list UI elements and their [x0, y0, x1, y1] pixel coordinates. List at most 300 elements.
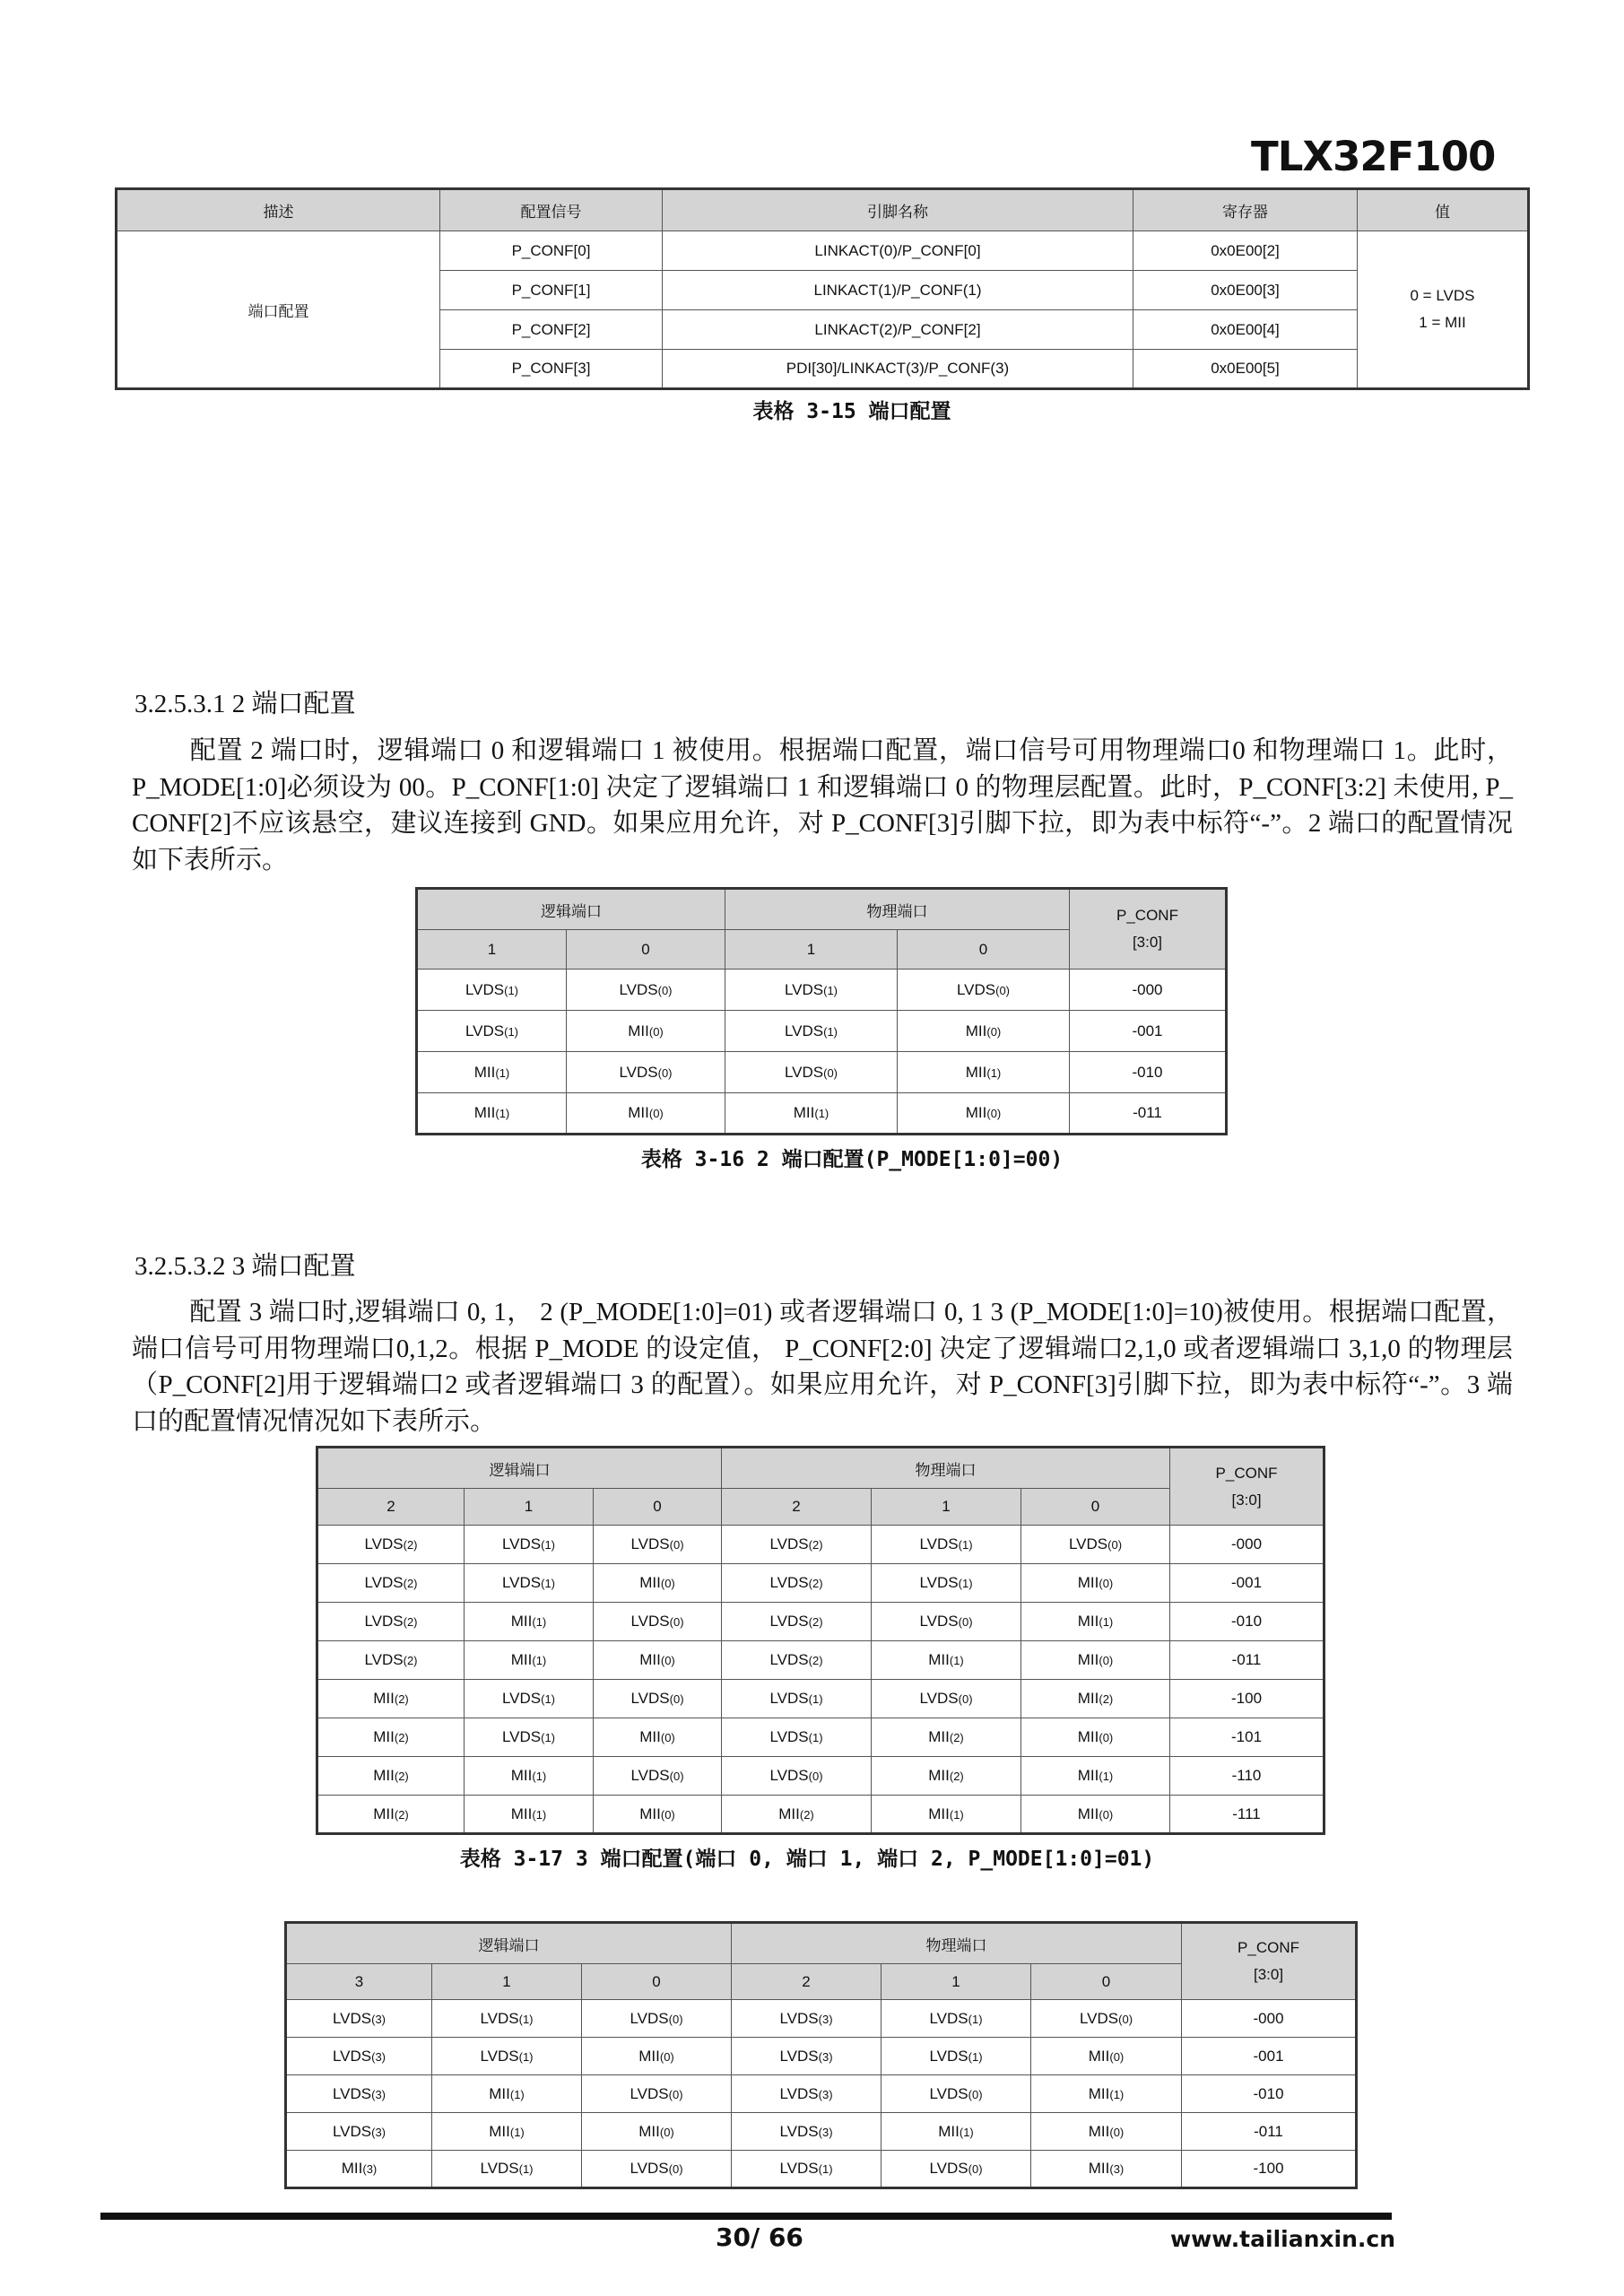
- caption-table-3-16: 表格 3-16 2 端口配置(P_MODE[1:0]=00): [640, 1148, 1064, 1171]
- cell-value: LVDS: [929, 2047, 968, 2065]
- cell-value: LVDS: [501, 1728, 542, 1745]
- cell-value: MII: [628, 1022, 649, 1039]
- table-cell: [567, 970, 725, 1011]
- table-cell: [898, 1093, 1070, 1135]
- cell-value: MII: [639, 1805, 661, 1822]
- table-cell: [286, 2000, 432, 2038]
- table-cell: [582, 2000, 732, 2038]
- cell-value: MII: [373, 1728, 395, 1745]
- cell-port-index: (1): [541, 1731, 556, 1744]
- cell-value: MII: [510, 1767, 533, 1784]
- cell-value: LVDS: [480, 2160, 519, 2177]
- cell-port-index: (1): [495, 1107, 510, 1120]
- cell-value: -011: [1231, 1651, 1262, 1668]
- table-cell: [725, 1093, 898, 1135]
- table-cell: [417, 1093, 567, 1135]
- table-row: [286, 2113, 1357, 2151]
- paragraph-text: 配置 2 端口时，逻辑端口 0 和逻辑端口 1 被使用。根据端口配置，端口信号可用物理端口0 和物理端口 1。此时，P_MODE[1:0]必须设为 00。P_CONF[1:0] 决定了逻辑端口 1 和逻辑端口 0 的物理层配置。此时，P_CONF[3:2] 未使用, P_ CONF[2]不应该悬空，建议连接到 GND。如果应用允许，对 P_CONF[3]引脚下拉，即为表中标符“-”。2 端口的配置情况如下表所示。: [132, 736, 1513, 874]
- cell-value: MII: [373, 1767, 395, 1784]
- cell-value: -010: [1132, 1063, 1163, 1081]
- table-row: [286, 2075, 1357, 2113]
- cell-port-index: (0): [648, 1024, 664, 1039]
- cell-value: MII: [473, 1063, 496, 1081]
- cell-value: MII: [639, 1728, 661, 1745]
- cell-value: LVDS: [332, 2122, 372, 2140]
- table-cell: P_CONF[0]: [440, 231, 663, 271]
- cell-value: MII: [1077, 1613, 1099, 1630]
- table-cell: 0x0E00[3]: [1133, 271, 1358, 310]
- cell-value: MII: [928, 1805, 950, 1822]
- table-cell: [594, 1680, 722, 1718]
- logical-port-col-header: 1: [465, 1489, 594, 1526]
- header-pin-name: 引脚名称: [663, 189, 1133, 231]
- cell-value: MII: [510, 1613, 533, 1630]
- table-cell: [898, 970, 1070, 1011]
- cell-value: LVDS: [769, 1690, 809, 1707]
- table-cell: [872, 1603, 1021, 1641]
- cell-value: MII: [1077, 1574, 1099, 1591]
- table-cell: [732, 2113, 881, 2151]
- table-row: [286, 2000, 1357, 2038]
- cell-value: MII: [373, 1690, 395, 1707]
- table-row: [286, 2038, 1357, 2075]
- cell-port-index: (2): [394, 1692, 409, 1706]
- cell-value: MII: [928, 1728, 950, 1745]
- table-cell: [432, 2038, 582, 2075]
- table-cell: [1070, 1093, 1227, 1135]
- cell-port-index: (1): [518, 2162, 534, 2176]
- cell-port-index: (2): [394, 1770, 409, 1783]
- cell-value: MII: [938, 2122, 960, 2140]
- table-cell: [465, 1526, 594, 1564]
- cell-value: LVDS: [465, 980, 505, 998]
- table-cell: [1021, 1680, 1170, 1718]
- table-cell: [722, 1526, 872, 1564]
- cell-value: -011: [1254, 2122, 1283, 2140]
- table-row: [417, 970, 1227, 1011]
- cell-value: LVDS: [919, 1535, 959, 1552]
- cell-port-index: (0): [995, 983, 1011, 997]
- cell-port-index: (1): [541, 1692, 556, 1706]
- cell-value: -000: [1231, 1535, 1263, 1552]
- cell-port-index: (2): [394, 1731, 409, 1744]
- header-pconf: [1170, 1448, 1324, 1526]
- logical-port-col-header: 1: [432, 1964, 582, 2000]
- cell-port-index: (0): [968, 2162, 983, 2176]
- cell-value: MII: [639, 1574, 661, 1591]
- cell-port-index: (0): [986, 1107, 1002, 1120]
- cell-value: -001: [1132, 1022, 1163, 1039]
- caption-table-3-17: 表格 3-17 3 端口配置(端口 0, 端口 1, 端口 2, P_MODE[1:0]=01): [459, 1848, 1155, 1871]
- table-row: [317, 1603, 1324, 1641]
- table-row: [317, 1526, 1324, 1564]
- cell-port-index: (0): [669, 1538, 684, 1552]
- cell-port-index: (0): [1099, 1731, 1114, 1744]
- cell-value: -010: [1231, 1613, 1263, 1630]
- table-cell: [1021, 1641, 1170, 1680]
- table-cell: [732, 2038, 881, 2075]
- cell-port-index: (0): [660, 1807, 675, 1822]
- cell-value: LVDS: [501, 1535, 542, 1552]
- cell-value: MII: [1077, 1767, 1099, 1784]
- cell-port-index: (0): [657, 1065, 673, 1080]
- cell-port-index: (0): [808, 1770, 823, 1783]
- cell-value: LVDS: [929, 2160, 968, 2177]
- pconf-range: [3:0]: [1231, 1491, 1262, 1509]
- page-number: 30/ 66: [716, 2222, 803, 2252]
- table-cell: [1021, 1757, 1170, 1796]
- cell-value: LVDS: [919, 1574, 959, 1591]
- table-row: [417, 1011, 1227, 1052]
- pconf-label: P_CONF: [1116, 907, 1178, 924]
- cell-port-index: (0): [823, 1065, 838, 1080]
- table-cell: [432, 2151, 582, 2188]
- cell-port-index: (0): [1118, 2012, 1133, 2026]
- table-cell: PDI[30]/LINKACT(3)/P_CONF(3): [663, 350, 1133, 389]
- cell-port-index: (2): [1099, 1692, 1114, 1706]
- footer-website: www.tailianxin.cn: [1170, 2226, 1395, 2252]
- cell-port-index: (1): [518, 2049, 534, 2064]
- table-cell: [465, 1796, 594, 1834]
- physical-port-col-header: 2: [732, 1964, 881, 2000]
- cell-value: LVDS: [364, 1535, 404, 1552]
- cell-value: LVDS: [929, 2084, 968, 2102]
- table-cell: [1031, 2113, 1182, 2151]
- cell-port-index: (0): [669, 1770, 684, 1783]
- value-cell: [1358, 231, 1529, 389]
- header-desc: 描述: [117, 189, 440, 231]
- cell-port-index: (1): [541, 1538, 556, 1552]
- cell-value: -111: [1232, 1805, 1261, 1822]
- cell-value: MII: [965, 1022, 987, 1039]
- table-cell: [722, 1680, 872, 1718]
- cell-port-index: (3): [818, 2125, 833, 2139]
- cell-port-index: (0): [660, 1731, 675, 1744]
- cell-port-index: (1): [808, 1731, 823, 1744]
- pconf-label: P_CONF: [1215, 1464, 1278, 1482]
- table-cell: [1021, 1718, 1170, 1757]
- cell-port-index: (1): [808, 1692, 823, 1706]
- logical-port-col-header: 0: [567, 930, 725, 970]
- cell-value: -000: [1253, 2009, 1284, 2027]
- cell-value: MII: [1088, 2122, 1110, 2140]
- cell-value: LVDS: [630, 2009, 669, 2027]
- table-cell: LINKACT(0)/P_CONF[0]: [663, 231, 1133, 271]
- cell-port-index: (0): [669, 1692, 684, 1706]
- cell-value: MII: [628, 1104, 649, 1121]
- cell-value: LVDS: [630, 2084, 669, 2102]
- cell-port-index: (1): [504, 983, 519, 997]
- cell-port-index: (3): [818, 2049, 833, 2064]
- cell-value: LVDS: [480, 2047, 519, 2065]
- cell-port-index: (2): [808, 1615, 823, 1629]
- cell-port-index: (2): [403, 1654, 418, 1667]
- table-cell: [872, 1796, 1021, 1834]
- table-cell: [432, 2113, 582, 2151]
- cell-value: MII: [1077, 1728, 1099, 1745]
- table-cell: P_CONF[3]: [440, 350, 663, 389]
- cell-port-index: (1): [949, 1807, 964, 1822]
- cell-value: LVDS: [784, 980, 824, 998]
- cell-port-index: (1): [532, 1615, 547, 1629]
- table-2-port-config: [415, 887, 1228, 1135]
- cell-value: LVDS: [465, 1022, 505, 1039]
- cell-port-index: (0): [1099, 1654, 1114, 1667]
- table-cell: [1021, 1796, 1170, 1834]
- table-cell: P_CONF[1]: [440, 271, 663, 310]
- cell-value: -011: [1133, 1104, 1162, 1121]
- table-cell: [872, 1680, 1021, 1718]
- cell-port-index: (1): [1109, 2087, 1125, 2101]
- table-cell: [317, 1526, 465, 1564]
- cell-value: LVDS: [769, 1728, 809, 1745]
- table-cell: [1070, 970, 1227, 1011]
- table-cell: [1021, 1564, 1170, 1603]
- table-cell: [732, 2151, 881, 2188]
- table-cell: [465, 1718, 594, 1757]
- table-cell: [732, 2000, 881, 2038]
- cell-value: -001: [1253, 2047, 1284, 2065]
- cell-port-index: (1): [532, 1770, 547, 1783]
- table-cell: [722, 1796, 872, 1834]
- cell-value: LVDS: [929, 2009, 968, 2027]
- table-cell: [317, 1796, 465, 1834]
- cell-value: LVDS: [630, 2160, 669, 2177]
- table-cell: [286, 2038, 432, 2075]
- cell-value: LVDS: [779, 2084, 819, 2102]
- table-cell: [732, 2075, 881, 2113]
- cell-port-index: (1): [818, 2162, 833, 2176]
- header-logical-port: 逻辑端口: [417, 889, 725, 930]
- cell-value: LVDS: [919, 1613, 959, 1630]
- logical-port-col-header: 1: [417, 930, 567, 970]
- cell-port-index: (0): [657, 983, 673, 997]
- cell-value: LVDS: [1068, 1535, 1108, 1552]
- table-cell: [881, 2000, 1031, 2038]
- table-cell: [1182, 2000, 1357, 2038]
- table-row: [417, 1052, 1227, 1093]
- table-cell: [1182, 2151, 1357, 2188]
- table-cell: [1170, 1603, 1324, 1641]
- cell-value: MII: [1077, 1805, 1099, 1822]
- table-cell: [582, 2075, 732, 2113]
- cell-port-index: (2): [808, 1538, 823, 1552]
- cell-value: LVDS: [501, 1690, 542, 1707]
- cell-value: MII: [928, 1651, 950, 1668]
- table-cell: [881, 2038, 1031, 2075]
- table-cell: [432, 2075, 582, 2113]
- table-cell: LINKACT(1)/P_CONF(1): [663, 271, 1133, 310]
- physical-port-col-header: 1: [881, 1964, 1031, 2000]
- cell-value: MII: [965, 1104, 987, 1121]
- table-cell: [722, 1564, 872, 1603]
- value-line-1: 0 = LVDS: [1410, 287, 1475, 304]
- cell-port-index: (1): [504, 1024, 519, 1039]
- cell-value: LVDS: [769, 1574, 809, 1591]
- cell-port-index: (0): [660, 1577, 675, 1590]
- table-cell: [417, 970, 567, 1011]
- logical-port-col-header: 2: [317, 1489, 465, 1526]
- cell-port-index: (0): [958, 1692, 973, 1706]
- header-physical-port: 物理端口: [732, 1923, 1182, 1964]
- cell-value: LVDS: [332, 2047, 372, 2065]
- cell-port-index: (0): [968, 2087, 983, 2101]
- table-cell: [722, 1641, 872, 1680]
- cell-port-index: (1): [518, 2012, 534, 2026]
- cell-value: LVDS: [1079, 2009, 1119, 2027]
- cell-value: LVDS: [779, 2009, 819, 2027]
- cell-value: LVDS: [630, 1613, 670, 1630]
- cell-value: LVDS: [784, 1063, 824, 1081]
- table-row: [286, 2151, 1357, 2188]
- table-cell: [1021, 1603, 1170, 1641]
- table-cell: [872, 1641, 1021, 1680]
- table-cell: 0x0E00[2]: [1133, 231, 1358, 271]
- cell-port-index: (2): [808, 1654, 823, 1667]
- header-physical-port: 物理端口: [725, 889, 1070, 930]
- cell-value: LVDS: [364, 1613, 404, 1630]
- table-cell: [1170, 1718, 1324, 1757]
- table-cell: [1182, 2038, 1357, 2075]
- table-cell: [872, 1757, 1021, 1796]
- cell-port-index: (1): [968, 2012, 983, 2026]
- section-paragraph-2-port: [132, 733, 1513, 878]
- table-cell: [594, 1757, 722, 1796]
- table-cell: [594, 1718, 722, 1757]
- cell-port-index: (0): [1099, 1807, 1114, 1822]
- cell-value: MII: [639, 1651, 661, 1668]
- cell-port-index: (0): [1109, 2125, 1125, 2139]
- table-cell: [1031, 2075, 1182, 2113]
- table-cell: [722, 1757, 872, 1796]
- header-register: 寄存器: [1133, 189, 1358, 231]
- table-row: [317, 1757, 1324, 1796]
- table-cell: [286, 2151, 432, 2188]
- cell-port-index: (2): [403, 1538, 418, 1552]
- cell-port-index: (1): [509, 2125, 525, 2139]
- logical-port-col-header: 3: [286, 1964, 432, 2000]
- cell-value: LVDS: [779, 2122, 819, 2140]
- table-cell: [582, 2038, 732, 2075]
- footer-divider: [100, 2213, 1392, 2220]
- header-logical-port: 逻辑端口: [317, 1448, 722, 1489]
- cell-value: LVDS: [364, 1651, 404, 1668]
- cell-value: MII: [489, 2084, 510, 2102]
- cell-port-index: (1): [958, 1538, 973, 1552]
- cell-value: MII: [638, 2122, 660, 2140]
- cell-port-index: (3): [371, 2049, 386, 2064]
- table-cell: [317, 1564, 465, 1603]
- physical-port-col-header: 2: [722, 1489, 872, 1526]
- cell-port-index: (3): [371, 2012, 386, 2026]
- table-cell: [1031, 2038, 1182, 2075]
- table-cell: 0x0E00[4]: [1133, 310, 1358, 350]
- cell-value: LVDS: [956, 980, 996, 998]
- table-cell: [1170, 1564, 1324, 1603]
- table-cell: LINKACT(2)/P_CONF[2]: [663, 310, 1133, 350]
- cell-port-index: (2): [949, 1731, 964, 1744]
- cell-value: MII: [1088, 2047, 1110, 2065]
- table-row: [417, 1093, 1227, 1135]
- cell-port-index: (3): [1109, 2162, 1125, 2176]
- table-cell: [872, 1718, 1021, 1757]
- table-cell: [582, 2113, 732, 2151]
- table-cell: [594, 1641, 722, 1680]
- cell-value: MII: [778, 1805, 800, 1822]
- table-cell: [317, 1603, 465, 1641]
- physical-port-col-header: 1: [725, 930, 898, 970]
- physical-port-col-header: 0: [1031, 1964, 1182, 2000]
- table-3-port-config-013: [284, 1921, 1358, 2189]
- table-cell: [1170, 1680, 1324, 1718]
- table-cell: [286, 2113, 432, 2151]
- cell-port-index: (1): [823, 983, 838, 997]
- cell-port-index: (0): [659, 2049, 674, 2064]
- table-port-config: [115, 187, 1530, 390]
- table-cell: [1070, 1011, 1227, 1052]
- table-cell: [725, 1011, 898, 1052]
- table-cell: [567, 1093, 725, 1135]
- table-cell: [317, 1641, 465, 1680]
- cell-value: LVDS: [619, 980, 658, 998]
- table-cell: [582, 2151, 732, 2188]
- cell-port-index: (2): [799, 1807, 814, 1822]
- cell-port-index: (1): [509, 2087, 525, 2101]
- table-cell: [594, 1526, 722, 1564]
- table-cell: [465, 1680, 594, 1718]
- cell-port-index: (1): [495, 1065, 510, 1080]
- logical-port-col-header: 0: [582, 1964, 732, 2000]
- table-cell: [881, 2113, 1031, 2151]
- cell-port-index: (1): [532, 1654, 547, 1667]
- cell-port-index: (1): [541, 1577, 556, 1590]
- cell-port-index: (0): [660, 1654, 675, 1667]
- table-3-port-config-012: [316, 1446, 1325, 1835]
- table-cell: [317, 1757, 465, 1796]
- table-cell: [1170, 1757, 1324, 1796]
- cell-port-index: (1): [1099, 1615, 1114, 1629]
- cell-value: MII: [1088, 2084, 1110, 2102]
- table-cell: [1070, 1052, 1227, 1093]
- header-physical-port: 物理端口: [722, 1448, 1170, 1489]
- table-cell: [1182, 2075, 1357, 2113]
- cell-port-index: (0): [648, 1107, 664, 1120]
- cell-value: LVDS: [630, 1690, 670, 1707]
- cell-port-index: (1): [958, 1577, 973, 1590]
- cell-value: MII: [1077, 1651, 1099, 1668]
- cell-port-index: (1): [1099, 1770, 1114, 1783]
- cell-value: LVDS: [779, 2047, 819, 2065]
- table-cell: [881, 2151, 1031, 2188]
- table-cell: [872, 1526, 1021, 1564]
- table-cell: [417, 1052, 567, 1093]
- table-cell: [465, 1641, 594, 1680]
- table-cell: [594, 1796, 722, 1834]
- table-cell: [465, 1564, 594, 1603]
- cell-value: LVDS: [364, 1574, 404, 1591]
- header-config-signal: 配置信号: [440, 189, 663, 231]
- cell-value: -001: [1231, 1574, 1263, 1591]
- cell-value: MII: [638, 2047, 660, 2065]
- pconf-range: [3:0]: [1132, 934, 1163, 951]
- cell-value: -000: [1132, 980, 1163, 998]
- cell-value: MII: [489, 2122, 510, 2140]
- table-cell: [1031, 2000, 1182, 2038]
- cell-port-index: (1): [968, 2049, 983, 2064]
- cell-port-index: (0): [659, 2125, 674, 2139]
- table-cell: [567, 1052, 725, 1093]
- table-cell: [1031, 2151, 1182, 2188]
